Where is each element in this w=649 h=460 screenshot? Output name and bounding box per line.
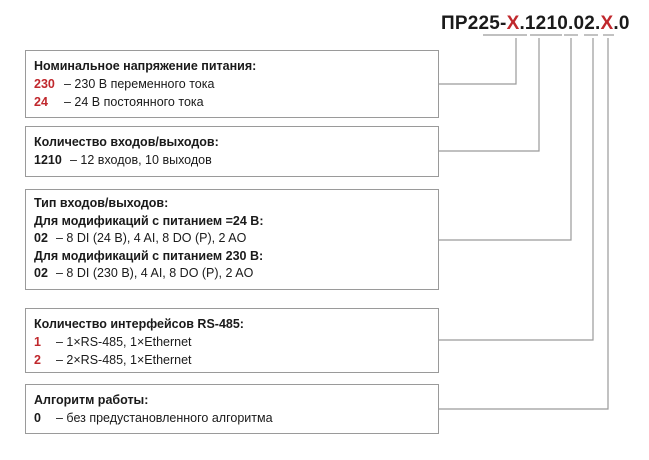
- rs485-text-1: – 1×RS-485, 1×Ethernet: [56, 335, 192, 349]
- code-prefix: ПР225-: [441, 13, 507, 34]
- io-type-key-24v: 02: [34, 231, 48, 245]
- algorithm-box: [25, 384, 439, 434]
- algorithm-key: 0: [34, 411, 41, 425]
- voltage-text-230: – 230 В переменного тока: [64, 77, 215, 91]
- rs485-key-2: 2: [34, 353, 41, 367]
- algorithm-title: Алгоритм работы:: [34, 393, 149, 407]
- code-voltage-placeholder: X: [506, 13, 520, 34]
- rs485-title: Количество интерфейсов RS-485:: [34, 317, 244, 331]
- io-type-text-230v: – 8 DI (230 В), 4 AI, 8 DO (Р), 2 AO: [56, 266, 254, 280]
- voltage-title: Номинальное напряжение питания:: [34, 59, 257, 73]
- io-count-box: [25, 126, 439, 177]
- io-type-row-230v: [34, 265, 430, 283]
- voltage-row-24: [34, 93, 430, 111]
- code-middle: .1210.02.: [519, 13, 601, 34]
- io-count-row: [34, 151, 430, 169]
- io-type-box: [25, 189, 439, 290]
- rs485-key-1: 1: [34, 335, 41, 349]
- algorithm-text: – без предустановленного алгоритма: [56, 411, 273, 425]
- rs485-row-2: [34, 351, 430, 369]
- connector-voltage: [439, 38, 516, 84]
- io-count-title: Количество входов/выходов:: [34, 135, 219, 149]
- rs485-row-1: [34, 333, 430, 351]
- voltage-text-24: – 24 В постоянного тока: [64, 95, 204, 109]
- voltage-row-230: [34, 75, 430, 93]
- code-end: .0: [613, 13, 630, 34]
- io-type-sub-230v: Для модификаций с питанием 230 В:: [34, 248, 264, 263]
- voltage-box: [25, 50, 439, 118]
- connector-io-type: [439, 38, 571, 240]
- connector-algorithm: [439, 38, 608, 409]
- rs485-text-2: – 2×RS-485, 1×Ethernet: [56, 353, 192, 367]
- voltage-key-230: 230: [34, 77, 55, 91]
- io-type-title: Тип входов/выходов:: [34, 196, 169, 210]
- connector-io-count: [439, 38, 539, 151]
- io-count-text: – 12 входов, 10 выходов: [70, 153, 212, 167]
- io-count-key: 1210: [34, 153, 62, 167]
- code-interface-placeholder: X: [600, 13, 614, 34]
- io-type-text-24v: – 8 DI (24 В), 4 AI, 8 DO (Р), 2 AO: [56, 231, 247, 245]
- io-type-row-24v: [34, 230, 430, 248]
- io-type-sub-24v: Для модификаций с питанием =24 В:: [34, 213, 264, 228]
- algorithm-row: [34, 409, 430, 427]
- voltage-key-24: 24: [34, 95, 48, 109]
- io-type-key-230v: 02: [34, 266, 48, 280]
- rs485-box: [25, 308, 439, 373]
